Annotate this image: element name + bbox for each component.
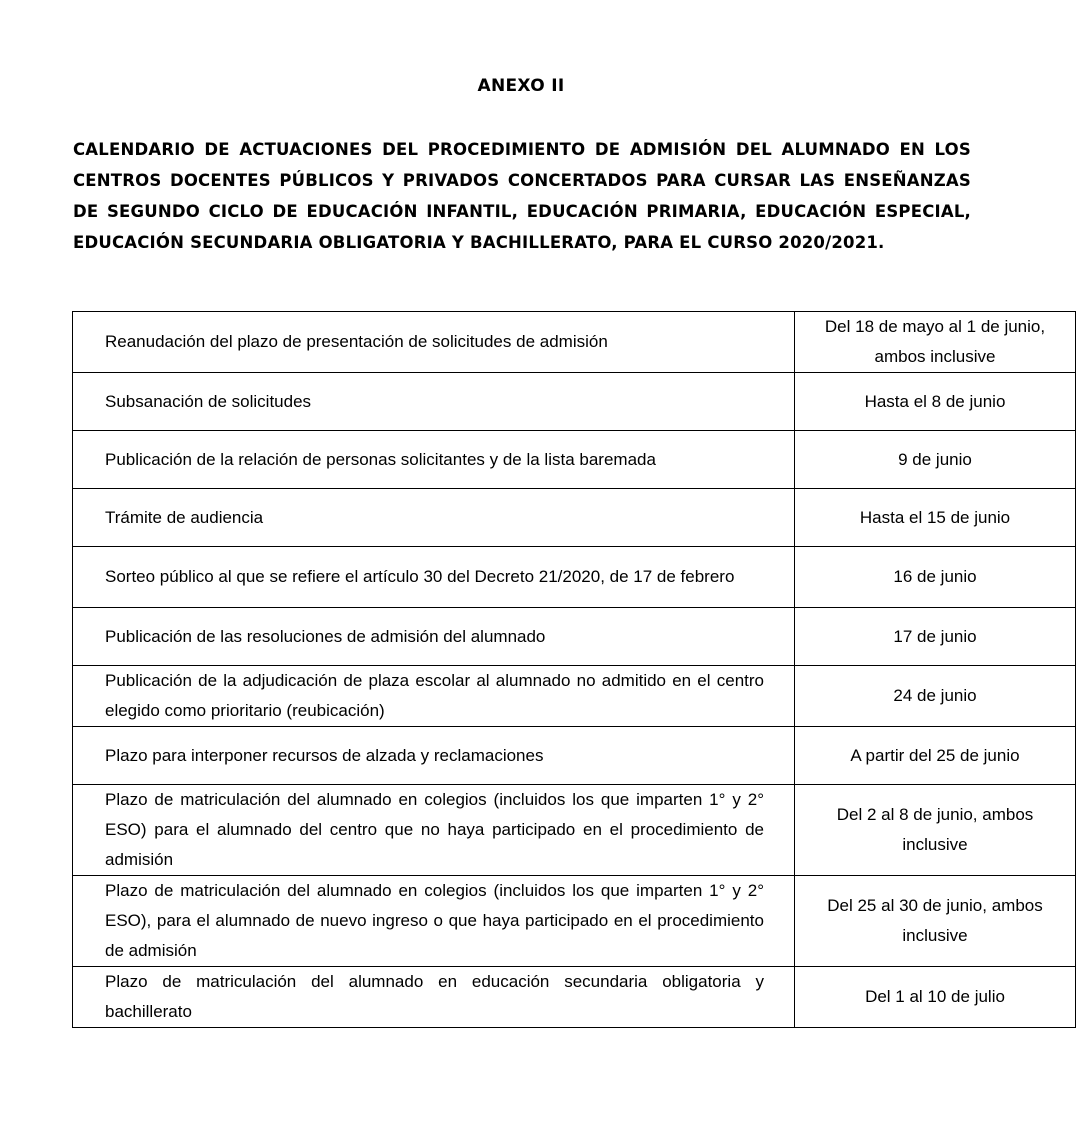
date-cell: Del 25 al 30 de junio, ambos inclusive: [795, 876, 1076, 967]
annex-title: ANEXO II: [477, 76, 565, 96]
calendar-table: [72, 311, 1076, 1028]
heading-line: CALENDARIO DE ACTUACIONES DEL PROCEDIMIENTO DE ADMISIÓN DEL ALUMNADO EN LOS: [73, 140, 971, 159]
heading-line: EDUCACIÓN SECUNDARIA OBLIGATORIA Y BACHILLERATO, PARA EL CURSO 2020/2021.: [73, 233, 885, 252]
activity-cell: Plazo de matriculación del alumnado en colegios (incluidos los que imparten 1° y 2° ESO), para el alumnado de nuevo ingreso o que haya participado en el procedimiento de admisión: [73, 876, 795, 967]
table-row: [73, 785, 1076, 876]
activity-cell: Subsanación de solicitudes: [73, 373, 795, 431]
table-row: [73, 727, 1076, 785]
date-cell: 24 de junio: [795, 666, 1076, 727]
table-row: [73, 666, 1076, 727]
activity-cell: Trámite de audiencia: [73, 489, 795, 547]
activity-cell: Reanudación del plazo de presentación de solicitudes de admisión: [73, 312, 795, 373]
table-row: [73, 312, 1076, 373]
table-row: [73, 489, 1076, 547]
table-row: [73, 876, 1076, 967]
date-cell: Del 18 de mayo al 1 de junio, ambos inclusive: [795, 312, 1076, 373]
date-cell: Hasta el 15 de junio: [795, 489, 1076, 547]
table-row: [73, 373, 1076, 431]
heading-line: DE SEGUNDO CICLO DE EDUCACIÓN INFANTIL, EDUCACIÓN PRIMARIA, EDUCACIÓN ESPECIAL,: [73, 202, 971, 221]
date-cell: 17 de junio: [795, 608, 1076, 666]
activity-cell: Sorteo público al que se refiere el artículo 30 del Decreto 21/2020, de 17 de febrero: [73, 547, 795, 608]
activity-cell: Publicación de la adjudicación de plaza escolar al alumnado no admitido en el centro elegido como prioritario (reubicación): [73, 666, 795, 727]
date-cell: A partir del 25 de junio: [795, 727, 1076, 785]
table-row: [73, 431, 1076, 489]
date-cell: 16 de junio: [795, 547, 1076, 608]
table-row: [73, 547, 1076, 608]
date-cell: 9 de junio: [795, 431, 1076, 489]
date-cell: Del 2 al 8 de junio, ambos inclusive: [795, 785, 1076, 876]
table-row: [73, 608, 1076, 666]
activity-cell: Plazo de matriculación del alumnado en educación secundaria obligatoria y bachillerato: [73, 967, 795, 1028]
table-row: [73, 967, 1076, 1028]
activity-cell: Publicación de la relación de personas solicitantes y de la lista baremada: [73, 431, 795, 489]
activity-cell: Publicación de las resoluciones de admisión del alumnado: [73, 608, 795, 666]
date-cell: Del 1 al 10 de julio: [795, 967, 1076, 1028]
activity-cell: Plazo de matriculación del alumnado en colegios (incluidos los que imparten 1° y 2° ESO) para el alumnado del centro que no haya participado en el procedimiento de admisión: [73, 785, 795, 876]
document-heading: [73, 134, 971, 258]
date-cell: Hasta el 8 de junio: [795, 373, 1076, 431]
heading-line: CENTROS DOCENTES PÚBLICOS Y PRIVADOS CONCERTADOS PARA CURSAR LAS ENSEÑANZAS: [73, 171, 971, 190]
activity-cell: Plazo para interponer recursos de alzada y reclamaciones: [73, 727, 795, 785]
